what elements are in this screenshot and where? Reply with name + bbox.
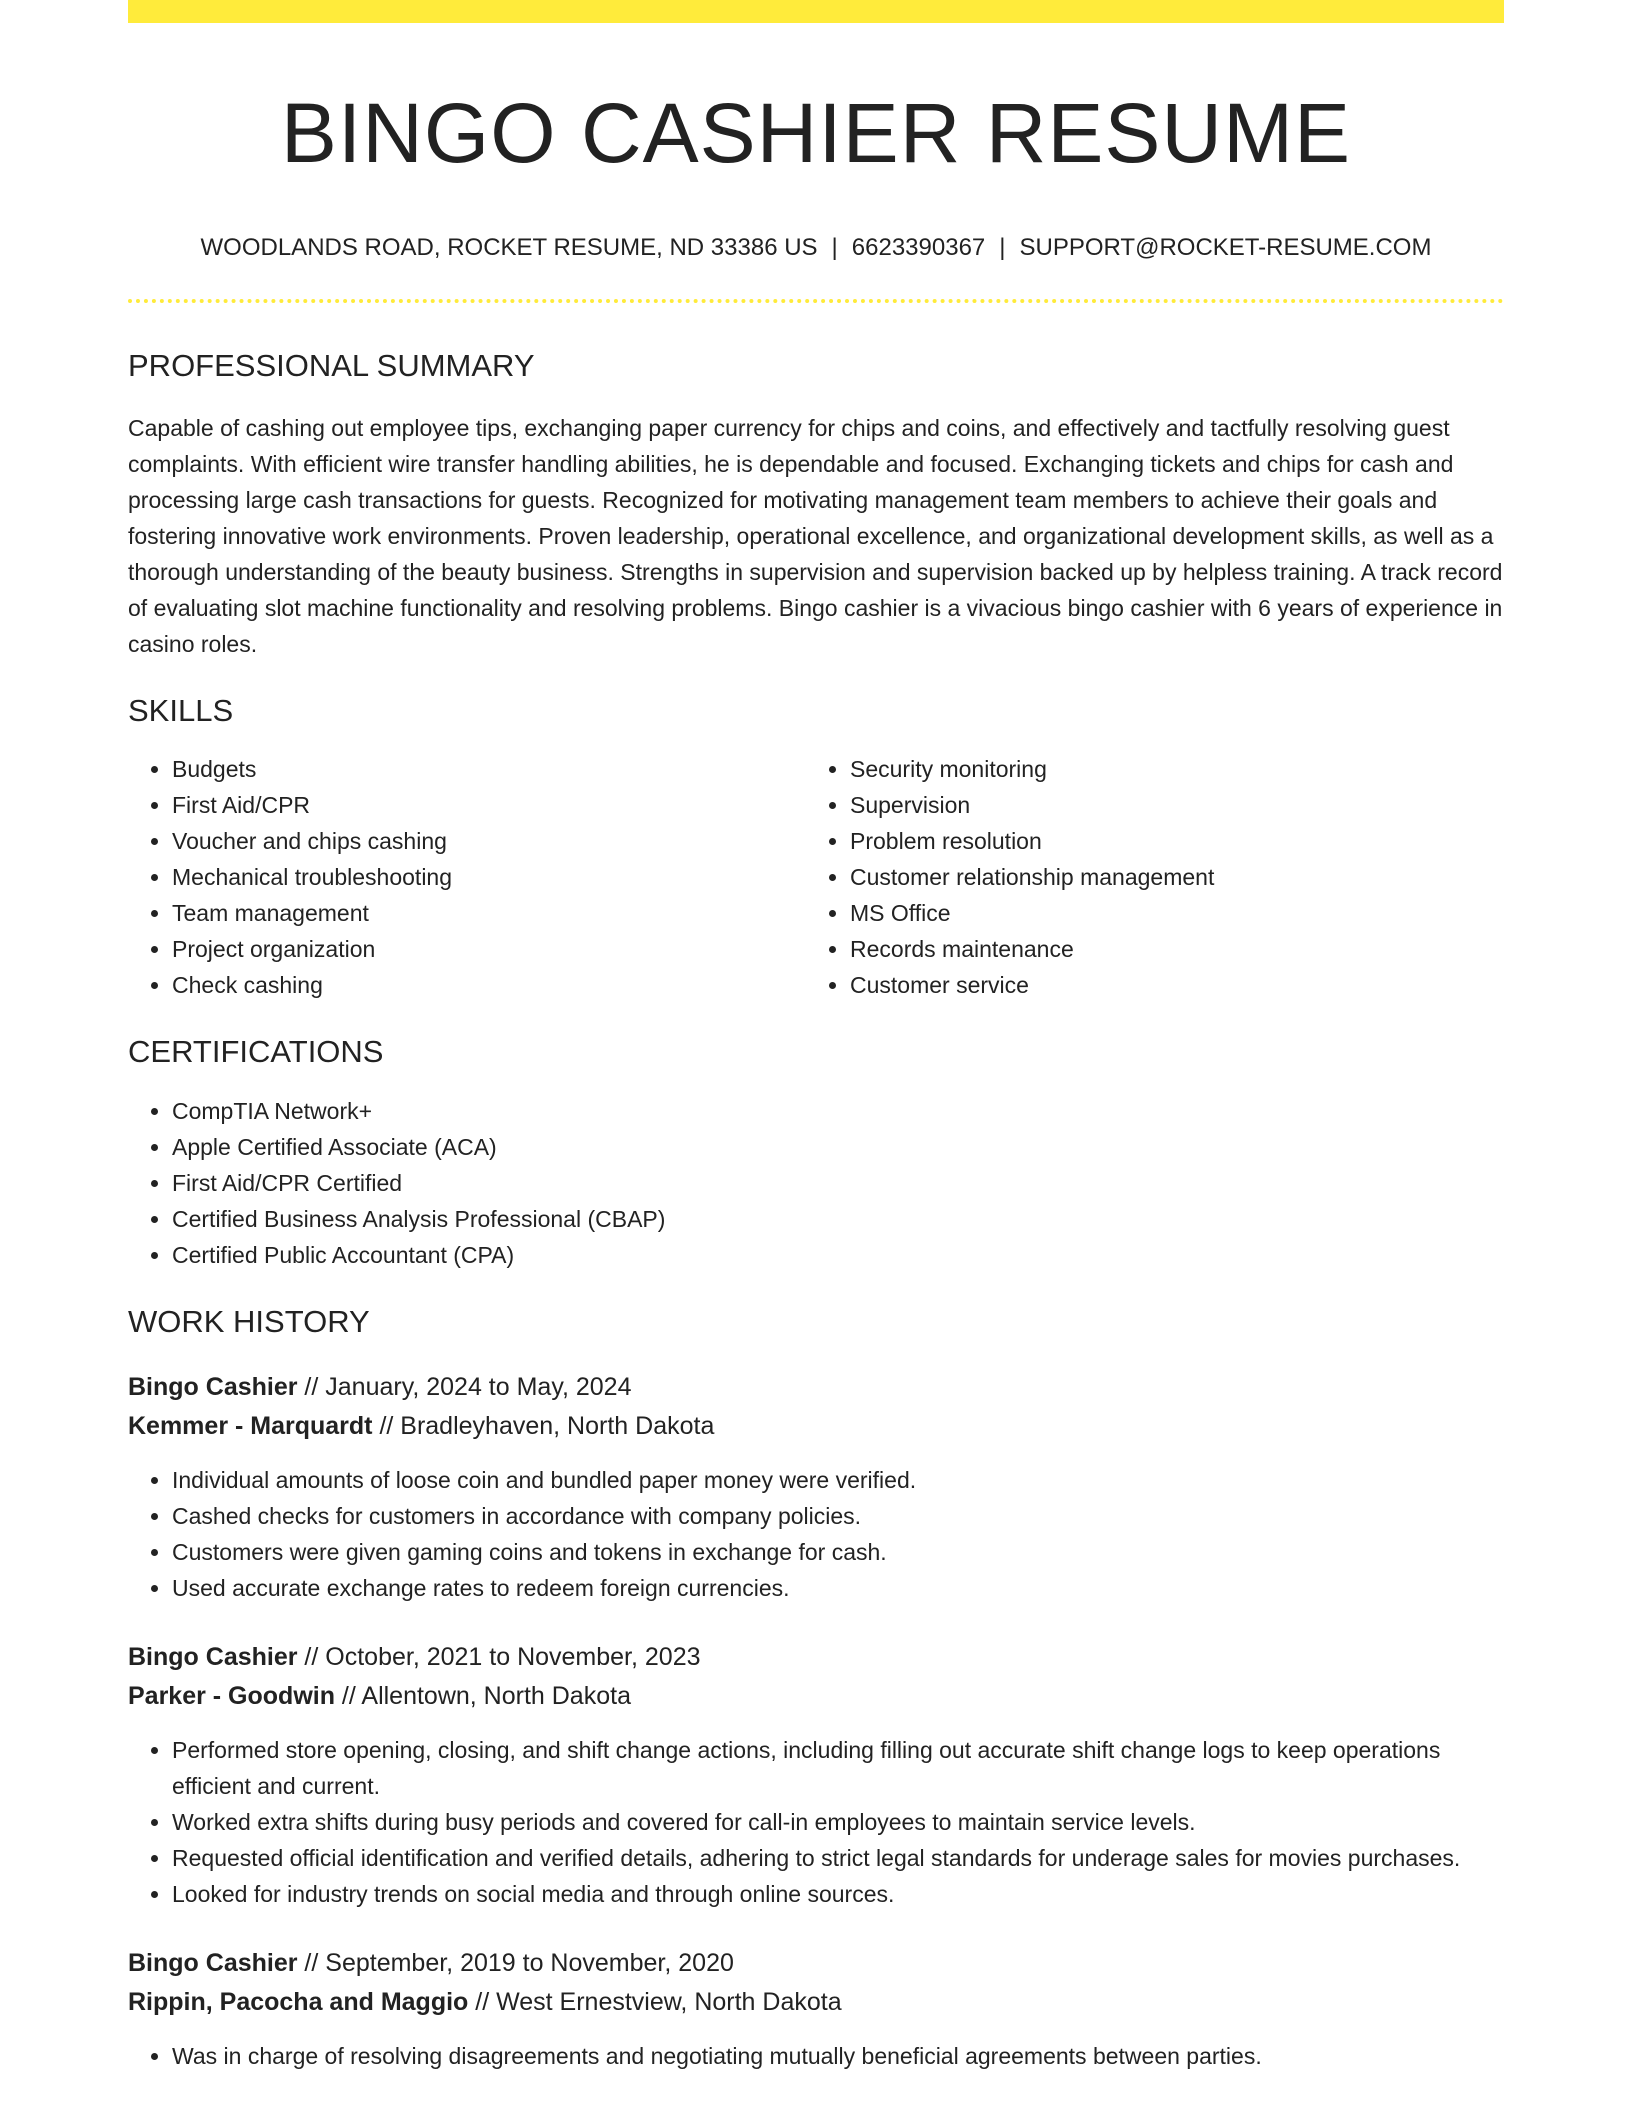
- certifications-list: [128, 1093, 1504, 1273]
- job-title-line: [128, 1368, 1504, 1407]
- skill-item: • First Aid/CPR: [172, 787, 806, 823]
- certification-item: • CompTIA Network+: [172, 1093, 1504, 1129]
- job-dates: // September, 2019 to November, 2020: [297, 1948, 734, 1977]
- job-role: Bingo Cashier: [128, 1372, 298, 1401]
- skill-item: • Check cashing: [172, 967, 806, 1003]
- job-bullets: [128, 1732, 1504, 1912]
- job-entry: [128, 1944, 1504, 2074]
- email: SUPPORT@ROCKET-RESUME.COM: [1019, 233, 1432, 261]
- skill-item: • Budgets: [172, 751, 806, 787]
- job-location: // Bradleyhaven, North Dakota: [372, 1411, 715, 1440]
- certification-item: • Certified Public Accountant (CPA): [172, 1237, 1504, 1273]
- job-bullet: • Looked for industry trends on social media and through online sources.: [172, 1876, 1504, 1912]
- job-bullet: • Cashed checks for customers in accordance with company policies.: [172, 1498, 1504, 1534]
- job-bullet: • Worked extra shifts during busy periods and covered for call-in employees to maintain service levels.: [172, 1804, 1504, 1840]
- skill-item: • Customer service: [850, 967, 1484, 1003]
- certification-item: • First Aid/CPR Certified: [172, 1165, 1504, 1201]
- job-entry: [128, 1638, 1504, 1912]
- certification-item: • Apple Certified Associate (ACA): [172, 1129, 1504, 1165]
- job-bullet: • Individual amounts of loose coin and bundled paper money were verified.: [172, 1462, 1504, 1498]
- job-company-line: [128, 1983, 1504, 2022]
- skills-left-list: [128, 751, 806, 1003]
- skills-right-list: [806, 751, 1484, 1003]
- certification-item: • Certified Business Analysis Professional (CBAP): [172, 1201, 1504, 1237]
- job-company: Rippin, Pacocha and Maggio: [128, 1987, 469, 2016]
- address: WOODLANDS ROAD, ROCKET RESUME, ND 33386 US: [200, 233, 818, 261]
- job-dates: // January, 2024 to May, 2024: [297, 1372, 632, 1401]
- skill-item: • Problem resolution: [850, 823, 1484, 859]
- phone: 6623390367: [851, 233, 986, 261]
- skill-item: • Team management: [172, 895, 806, 931]
- job-title-line: [128, 1944, 1504, 1983]
- skill-item: • Supervision: [850, 787, 1484, 823]
- job-company: Parker - Goodwin: [128, 1681, 335, 1710]
- skill-item: • Mechanical troubleshooting: [172, 859, 806, 895]
- job-location: // West Ernestview, North Dakota: [468, 1987, 842, 2016]
- job-entry: [128, 1368, 1504, 1606]
- job-role: Bingo Cashier: [128, 1948, 298, 1977]
- job-company-line: [128, 1407, 1504, 1446]
- separator: |: [999, 233, 1006, 261]
- job-role: Bingo Cashier: [128, 1642, 298, 1671]
- job-dates: // October, 2021 to November, 2023: [297, 1642, 701, 1671]
- resume-title: BINGO CASHIER RESUME: [280, 86, 1352, 180]
- job-bullet: • Requested official identification and verified details, adhering to strict legal standards for underage sales for movies purchases.: [172, 1840, 1504, 1876]
- skill-item: • Records maintenance: [850, 931, 1484, 967]
- job-bullet: • Customers were given gaming coins and tokens in exchange for cash.: [172, 1534, 1504, 1570]
- summary-heading: PROFESSIONAL SUMMARY: [128, 347, 535, 383]
- skill-item: • MS Office: [850, 895, 1484, 931]
- separator: |: [831, 233, 838, 261]
- skills-columns: [128, 751, 1504, 1003]
- certifications-heading: CERTIFICATIONS: [128, 1034, 384, 1070]
- job-location: // Allentown, North Dakota: [334, 1681, 631, 1710]
- job-bullet: • Performed store opening, closing, and shift change actions, including filling out accurate shift change logs to keep operations efficient and current.: [172, 1732, 1504, 1804]
- skill-item: • Security monitoring: [850, 751, 1484, 787]
- skill-item: • Voucher and chips cashing: [172, 823, 806, 859]
- resume-page: [128, 0, 1504, 2074]
- job-company-line: [128, 1677, 1504, 1716]
- job-bullet: • Was in charge of resolving disagreements and negotiating mutually beneficial agreements between parties.: [172, 2038, 1504, 2074]
- job-bullets: [128, 1462, 1504, 1606]
- skill-item: • Customer relationship management: [850, 859, 1484, 895]
- work-history-heading: WORK HISTORY: [128, 1303, 370, 1339]
- job-bullets: [128, 2038, 1504, 2074]
- job-company: Kemmer - Marquardt: [128, 1411, 373, 1440]
- job-bullet: • Used accurate exchange rates to redeem foreign currencies.: [172, 1570, 1504, 1606]
- summary-text: Capable of cashing out employee tips, exchanging paper currency for chips and coins, and effectively and tactfully resolving guest complaints. With efficient wire transfer handling abilities, he is dependable and focused. Exchanging tickets and chips for cash and processing large cash transactions for guests. Recognized for motivating management team members to achieve their goals and fostering innovative work environments. Proven leadership, operational excellence, and organizational development skills, as well as a thorough understanding of the beauty business. Strengths in supervision and supervision backed up by helpless training. A track record of evaluating slot machine functionality and resolving problems. Bingo cashier is a vivacious bingo cashier with 6 years of experience in casino roles.: [128, 415, 1503, 658]
- skills-heading: SKILLS: [128, 693, 234, 729]
- accent-bar: [128, 0, 1504, 23]
- dotted-divider: [128, 299, 1504, 303]
- contact-line: [128, 232, 1504, 263]
- skill-item: • Project organization: [172, 931, 806, 967]
- job-title-line: [128, 1638, 1504, 1677]
